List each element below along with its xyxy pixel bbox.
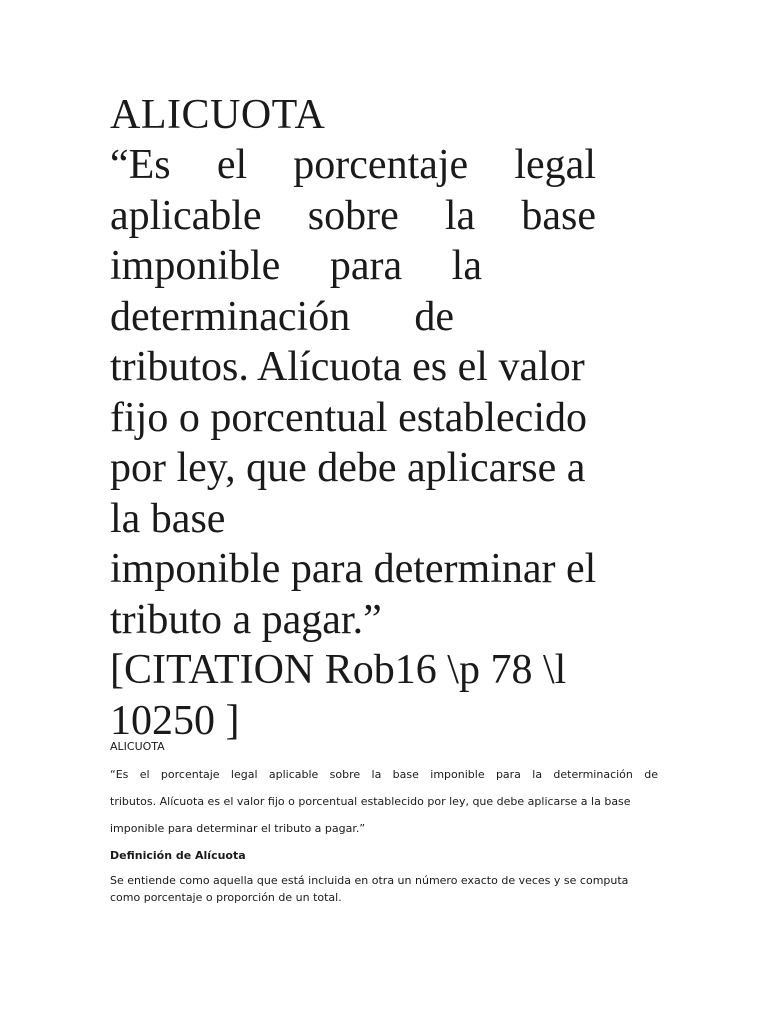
large-line-7: por ley, que debe aplicarse a: [110, 445, 586, 491]
small-quote-line-3: imponible para determinar el tributo a pagar.”: [110, 822, 366, 835]
small-text-block: [110, 739, 658, 906]
large-citation-line-2: 10250 ]: [110, 697, 240, 744]
large-line-1: “Es el porcentaje legal: [110, 142, 596, 188]
definition-paragraph: Se entiende como aquella que está incluida en otra un número exacto de veces y se computa como porcentaje o proporción de un total.: [110, 874, 629, 904]
large-text-block: [110, 90, 650, 746]
small-title: ALICUOTA: [110, 740, 165, 753]
large-line-10: tributo a pagar.”: [110, 596, 382, 643]
small-quote-paragraph: [110, 761, 658, 842]
small-quote-line-1: “Es el porcentaje legal aplicable sobre la base imponible para la determinación de: [110, 768, 658, 781]
large-line-2: aplicable sobre la base: [110, 192, 596, 239]
small-quote-line-2: tributos. Alícuota es el valor fijo o porcentual establecido por ley, que debe aplicarse a la base: [110, 795, 631, 808]
large-line-3: imponible para la: [110, 243, 482, 289]
large-line-9: imponible para determinar el: [110, 546, 597, 592]
large-line-4: determinación de: [110, 293, 454, 340]
large-citation-line-1: [CITATION Rob16 \p 78 \l: [110, 647, 567, 693]
large-line-8: la base: [110, 495, 226, 542]
definition-heading: Definición de Alícuota: [110, 849, 246, 862]
large-line-6: fijo o porcentual establecido: [110, 394, 587, 441]
large-line-5: tributos. Alícuota es el valor: [110, 344, 585, 390]
large-title: ALICUOTA: [110, 92, 326, 138]
